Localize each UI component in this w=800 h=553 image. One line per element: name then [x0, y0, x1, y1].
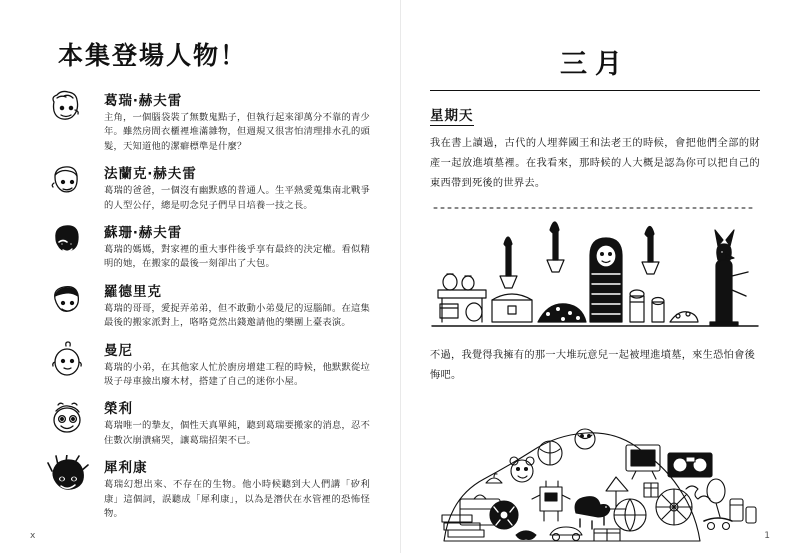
character-name: 榮利: [104, 401, 133, 418]
list-item: [40, 279, 370, 331]
character-info: [104, 396, 370, 448]
character-name: 犀利康: [104, 460, 148, 477]
page-title: 本集登場人物！: [58, 41, 248, 70]
illustration-junk-pile: [430, 395, 760, 545]
day-heading-text: 星期天: [430, 104, 474, 126]
toddler-face-icon: [40, 338, 96, 388]
list-item: [40, 396, 370, 448]
list-item: [40, 220, 370, 272]
brother-face-icon: [40, 279, 96, 329]
character-list: [40, 88, 370, 522]
character-desc: 葛瑞唯一的摯友，個性天真單純，聽到葛瑞要搬家的消息，忍不住數次崩潰痛哭，讓葛瑞招架不已。: [104, 420, 370, 446]
character-info: [104, 220, 370, 272]
dad-face-icon: [40, 161, 96, 211]
character-name: 曼尼: [104, 342, 133, 359]
day-heading: [430, 104, 760, 134]
list-item: [40, 455, 370, 521]
diary-entry: 我在書上讀過，古代的人埋葬國王和法老王的時候，會把他們全部的財產一起放進墳墓裡。在我看來，那時候的人大概是認為你可以把自己的東西帶到死後的世界去。: [430, 138, 760, 189]
character-name: 羅德里克: [104, 283, 162, 300]
list-item: [40, 161, 370, 213]
list-item: [40, 338, 370, 390]
right-page: [400, 0, 800, 553]
character-desc: 葛瑞的媽媽，對家裡的重大事件後乎享有最終的決定權。看似精明的她，在搬家的最後一刻卻出了大包。: [104, 244, 370, 270]
character-info: [104, 338, 370, 390]
monster-face-icon: [40, 455, 96, 505]
page-number: 1: [764, 531, 770, 541]
character-info: [104, 161, 370, 213]
character-name: 蘇珊‧赫夫雷: [104, 225, 183, 242]
character-desc: 葛瑞的爸爸，一個沒有幽默感的普通人。生平熱愛蒐集南北戰爭的人型公仔，總是叨念兒子們早日培養一技之長。: [104, 185, 370, 211]
character-desc: 葛瑞幻想出來、不存在的生物。他小時候聽到大人們講「矽利康」這個詞，誤聽成「犀利康」，以為是潛伏在水管裡的恐怖怪物。: [104, 479, 370, 520]
character-name: 法蘭克‧赫夫雷: [104, 166, 197, 183]
character-desc: 葛瑞的小弟，在其他家人忙於廚房增建工程的時候，他默默從垃圾子母車撿出廢木材，搭建了自己的迷你小屋。: [104, 361, 370, 388]
list-item: [40, 88, 370, 154]
illustration-egyptian-tomb: [430, 204, 760, 334]
panel-caption: 不過，我覺得我擁有的那一大堆玩意兒一起被埋進墳墓，來生恐怕會後悔吧。: [430, 349, 756, 381]
character-info: [104, 279, 370, 331]
boy-face-icon: [40, 88, 96, 138]
character-info: [104, 455, 370, 521]
title-divider: [430, 90, 760, 91]
mom-face-icon: [40, 220, 96, 270]
character-name: 葛瑞‧赫夫雷: [104, 93, 183, 109]
page-number: x: [30, 531, 36, 541]
character-desc: 主角，一個腦袋裝了無數鬼點子，但執行起來卻萬分不靠的青少年。雖然房間衣櫃裡堆滿雜物，但週規又很害怕清理排水孔的頭髮，天知道他的潔癖標準是什麼？: [104, 112, 370, 152]
month-title: 三月: [560, 49, 630, 80]
character-desc: 葛瑞的哥哥，愛捉弄弟弟，但不敢動小弟曼尼的逗腦師。在這集最後的搬家派對上，咯咯竟然出錢邀請他的樂團上臺表演。: [104, 302, 370, 329]
character-info: [104, 88, 370, 154]
rowley-face-icon: [40, 396, 96, 446]
